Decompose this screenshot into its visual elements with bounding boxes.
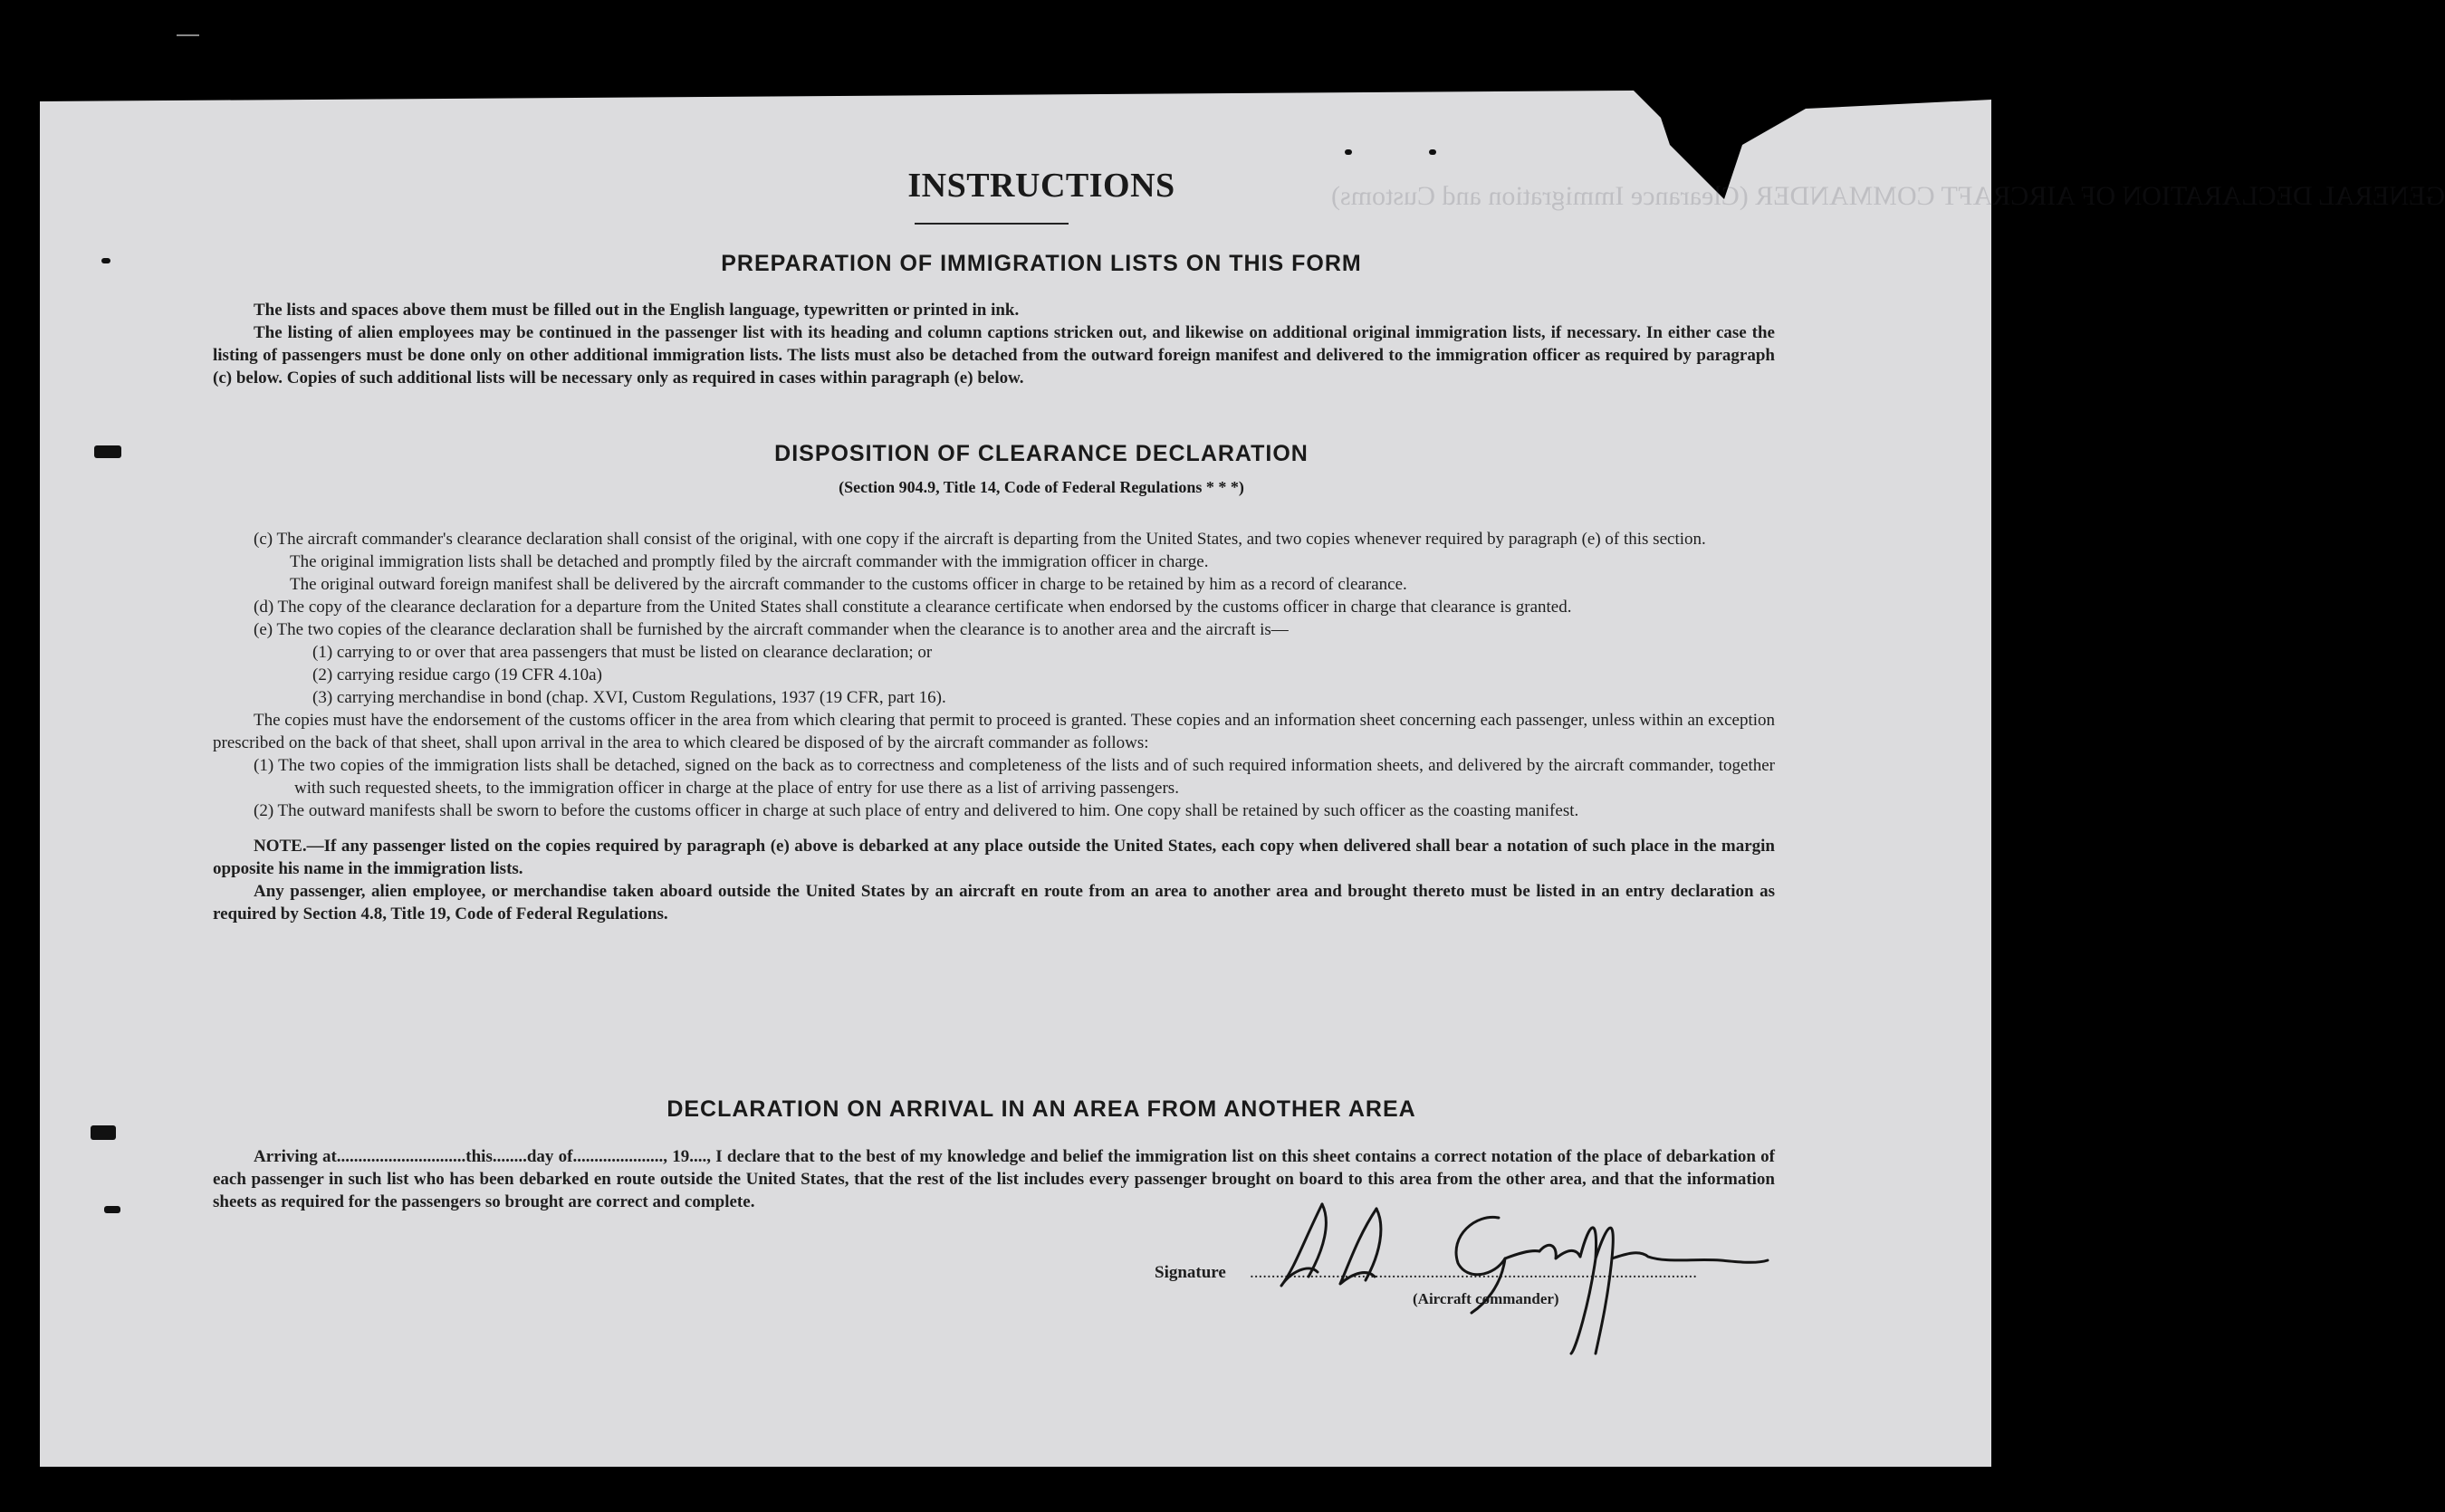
list-item: (2) The outward manifests shall be sworn to before the customs officer in charge at such place of entry and delivered to him. One copy shall be retained by such officer as the coasting manifest. [254, 801, 1579, 820]
declaration-text: Arriving at..............................this........day of....................., 19...., I declare that to the best of my knowledge and belief the immigration list on this sheet contains a correct notation of the place of debarkation of each passenger in such list who has been debarked en route outside the United States, that the rest of the list includes every passenger brought on board to this area from the other area, and that the information sheets as required for the passengers so brought are correct and complete. [213, 1147, 1775, 1211]
list-item: (1) carrying to or over that area passengers that must be listed on clearance declaration; or [312, 643, 933, 662]
binder-hole-mark [101, 258, 110, 263]
section-heading-disposition: DISPOSITION OF CLEARANCE DECLARATION [774, 441, 1309, 466]
paragraph-copies: The copies must have the endorsement of the customs officer in the area from which clearing that permit to proceed is granted. These copies and an information sheet concerning each passenger, unless within an exception prescribed on the back of that sheet, shall upon arrival in the area to which cleared be disposed of by the aircraft commander as follows: [213, 711, 1775, 752]
paragraph: The lists and spaces above them must be filled out in the English language, typewritten or printed in ink. [254, 301, 1020, 320]
binder-hole-mark [104, 1206, 120, 1213]
page-title: INSTRUCTIONS [907, 167, 1175, 205]
binder-hole-mark [94, 445, 121, 458]
binder-hole-mark [1429, 149, 1436, 155]
paragraph-c-2: The original outward foreign manifest shall be delivered by the aircraft commander to the customs officer in charge to be retained by him as a record of clearance. [290, 575, 1407, 594]
any-passenger-paragraph: Any passenger, alien employee, or merchandise taken aboard outside the United States by an aircraft en route from an area to another area and brought thereto must be listed in an entry declaration as required by Section 4.8, Title 19, Code of Federal Regulations. [213, 882, 1775, 923]
section-heading-preparation: PREPARATION OF IMMIGRATION LISTS ON THIS FORM [721, 251, 1362, 276]
disposition-paragraphs [213, 528, 1775, 925]
list-item: (1) The two copies of the immigration lists shall be detached, signed on the back as to correctness and completeness of the lists and of such required information sheets, and delivered by the aircraft commander, together with such requested sheets, to the immigration officer in charge at the place of entry for use there as a list of arriving passengers. [254, 756, 1775, 798]
list-item: (3) carrying merchandise in bond (chap. XVI, Custom Regulations, 1937 (19 CFR, part 16). [312, 688, 946, 707]
binder-hole-mark [91, 1125, 116, 1140]
signature-caption: (Aircraft commander) [1413, 1290, 1559, 1307]
binder-hole-mark [1345, 149, 1352, 155]
preparation-paragraphs [213, 299, 1775, 389]
list-item: (2) carrying residue cargo (19 CFR 4.10a) [312, 665, 602, 684]
paragraph-d: (d) The copy of the clearance declaration for a departure from the United States shall constitute a clearance certificate when endorsed by the customs officer in charge that clearance is granted. [254, 598, 1572, 617]
signature-label: Signature [1155, 1263, 1226, 1282]
section-subheading: (Section 904.9, Title 14, Code of Federal Regulations * * *) [839, 478, 1244, 496]
paragraph-e: (e) The two copies of the clearance declaration shall be furnished by the aircraft commander when the clearance is to another area and the aircraft is— [254, 620, 1289, 639]
bleed-through-text: GENERAL DECLARATION OF AIRCRAFT COMMANDER (Clearance Immigration and Customs) [1331, 181, 2445, 211]
handwritten-signature [1268, 1186, 1775, 1358]
title-underline [915, 223, 1069, 225]
scan-mark [177, 34, 199, 36]
signature-line: ........................................................................................................ [1250, 1263, 1697, 1282]
note-paragraph: NOTE.—If any passenger listed on the copies required by paragraph (e) above is debarked at any place outside the United States, each copy when delivered shall bear a notation of such place in the margin opposite his name in the immigration lists. [213, 837, 1775, 878]
paragraph-c: (c) The aircraft commander's clearance declaration shall consist of the original, with one copy if the aircraft is departing from the United States, and two copies whenever required by paragraph (e) of this section. [254, 530, 1706, 549]
section-heading-declaration: DECLARATION ON ARRIVAL IN AN AREA FROM ANOTHER AREA [666, 1096, 1416, 1122]
paragraph-c-1: The original immigration lists shall be detached and promptly filed by the aircraft commander with the immigration officer in charge. [290, 552, 1209, 571]
paragraph: The listing of alien employees may be continued in the passenger list with its heading and column captions stricken out, and likewise on additional original immigration lists, if necessary. In either case the listing of passengers must be done only on other additional immigration lists. The lists must also be detached from the outward foreign manifest and delivered to the immigration officer as required by paragraph (c) below. Copies of such additional lists will be necessary only as required in cases within paragraph (e) below. [213, 323, 1775, 388]
